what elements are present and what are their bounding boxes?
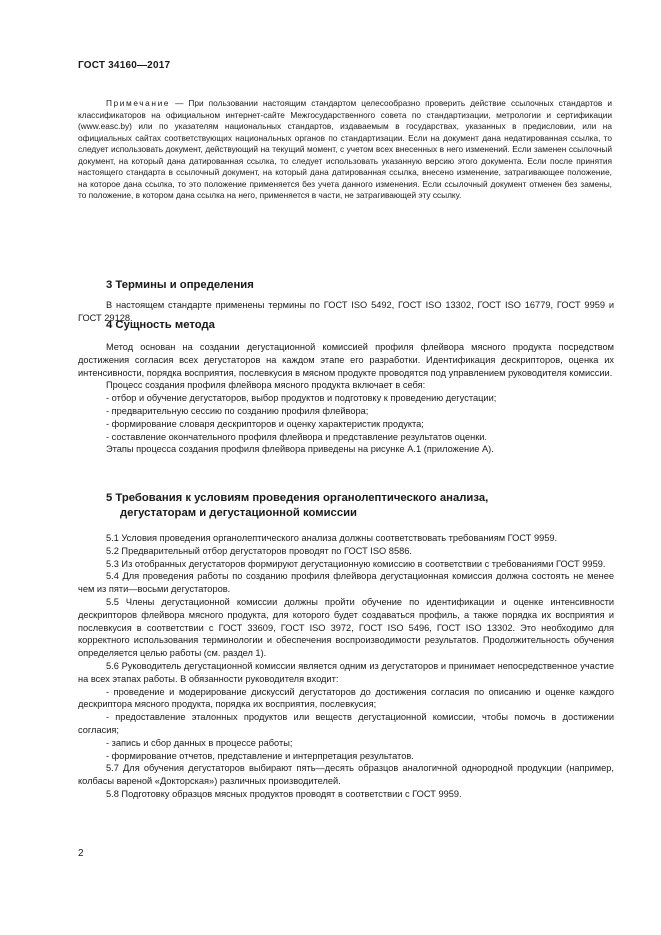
list-item: - формирование словаря дескрипторов и оценку характеристик продукта; (106, 418, 424, 429)
page-number: 2 (78, 848, 84, 859)
section-5-body (78, 532, 614, 801)
list-item: - запись и сбор данных в процессе работы; (106, 737, 293, 748)
section-3-heading: 3 Термины и определения (106, 279, 254, 291)
list-item: - составление окончательного профиля флейвора и представление результатов оценки. (106, 431, 487, 442)
list-item: - проведение и модерирование дискуссий дегустаторов до достижения согласия по описанию и оценке каждого дескриптора мясного продукта, порядка их восприятия, послевкусия; (78, 686, 614, 710)
list-item: - формирование отчетов, представление и интерпретация результатов. (106, 750, 414, 761)
list-item: - предоставление эталонных продуктов или веществ дегустационной комиссии, чтобы помочь в достижении согласия; (78, 712, 614, 735)
section-4-paragraph: Метод основан на создании дегустационной комиссией профиля флейвора мясного продукта посредством достижения согласия всех дегустаторов на каждом этапе его разработки. Идентификация дескрипторов, оценка их интенсивности, порядка восприятия, послевкусия в мясном продукте проводятся под управлением руководителя комиссии. (78, 342, 614, 378)
clause-5-8: 5.8 Подготовку образцов мясных продуктов проводят в соответствии с ГОСТ 9959. (106, 788, 462, 799)
clause-5-6: 5.6 Руководитель дегустационной комиссии является одним из дегустаторов и принимает непосредственное участие на всех этапах работы. В обязанности руководителя входит: (78, 660, 614, 684)
note-text: — При пользовании настоящим стандартом целесообразно проверить действие ссылочных стандартов и классификаторов на официальном интернет-сайте Межгосударственного совета по стандартизации, метрологии и сертификации (www.easc.by) или по указателям национальных стандартов, издаваемым в государствах, указанных в предисловии, или на официальных сайтах соответствующих национальных органов по стандартизации. Если на документ дана недатированная ссылка, то следует использовать документ, действующий на текущий момент, с учетом всех внесенных в него изменений. Если заменен ссылочный документ, на который дана датированная ссылка, то следует использовать указанную версию этого документа. Если после принятия настоящего стандарта в ссылочный документ, на который дана датированная ссылка, внесено изменение, затрагивающее положение, на которое дана ссылка, то это положение применяется без учета данного изменения. Если ссылочный документ отменен без замены, то положение, в котором дана ссылка на него, применяется в части, не затрагивающей эту ссылку. (78, 98, 612, 200)
section-4-paragraph: Процесс создания профиля флейвора мясного продукта включает в себя: (106, 380, 426, 391)
section-5-heading-line-2: дегустаторам и дегустационной комиссии (120, 507, 357, 519)
document-header: ГОСТ 34160—2017 (78, 60, 171, 71)
section-4-paragraph: Этапы процесса создания профиля флейвора приведены на рисунке А.1 (приложение А). (106, 444, 494, 455)
list-item: - отбор и обучение дегустаторов, выбор продуктов и подготовку к проведению дегустации; (106, 393, 497, 404)
section-3-text: В настоящем стандарте применены термины по ГОСТ ISO 5492, ГОСТ ISO 13302, ГОСТ ISO 16779, ГОСТ 9959 и ГОСТ 29128. (78, 300, 614, 323)
section-4-heading: 4 Сущность метода (106, 319, 215, 331)
section-4-body (78, 341, 614, 456)
clause-5-2: 5.2 Предварительный отбор дегустаторов проводят по ГОСТ ISO 8586. (106, 545, 412, 556)
clause-5-3: 5.3 Из отобранных дегустаторов формируют дегустационную комиссию в соответствии с требованиями ГОСТ 9959. (106, 558, 606, 569)
section-5-heading-line-1: 5 Требования к условиям проведения органолептического анализа, (106, 492, 489, 504)
list-item: - предварительную сессию по созданию профиля флейвора; (106, 405, 369, 416)
clause-5-5: 5.5 Члены дегустационной комиссии должны пройти обучение по идентификации и оценке интенсивности дескрипторов флейвора мясного продукта, для которого будет создаваться профиль, а также порядка их восприятия и послевкусия в соответствии с ГОСТ 33609, ГОСТ ISO 3972, ГОСТ ISO 5496, ГОСТ ISO 13302. Это необходимо для корректного использования терминологии и обеспечения воспроизводимости результатов. Продолжительность обучения определяется целью работы (см. раздел 1). (78, 596, 614, 659)
clause-5-4: 5.4 Для проведения работы по созданию профиля флейвора дегустационная комиссия должна состоять не менее чем из пяти—восьми дегустаторов. (78, 571, 614, 595)
clause-5-7: 5.7 Для обучения дегустаторов выбирают пять—десять образцов аналогичной однородной продукции (например, колбасы вареной «Докторская») различных производителей. (78, 763, 614, 787)
clause-5-1: 5.1 Условия проведения органолептического анализа должны соответствовать требованиям ГОСТ 9959. (106, 533, 558, 543)
note-label: Примечание (106, 98, 171, 108)
note-paragraph (78, 98, 612, 202)
section-5-heading (106, 491, 586, 521)
